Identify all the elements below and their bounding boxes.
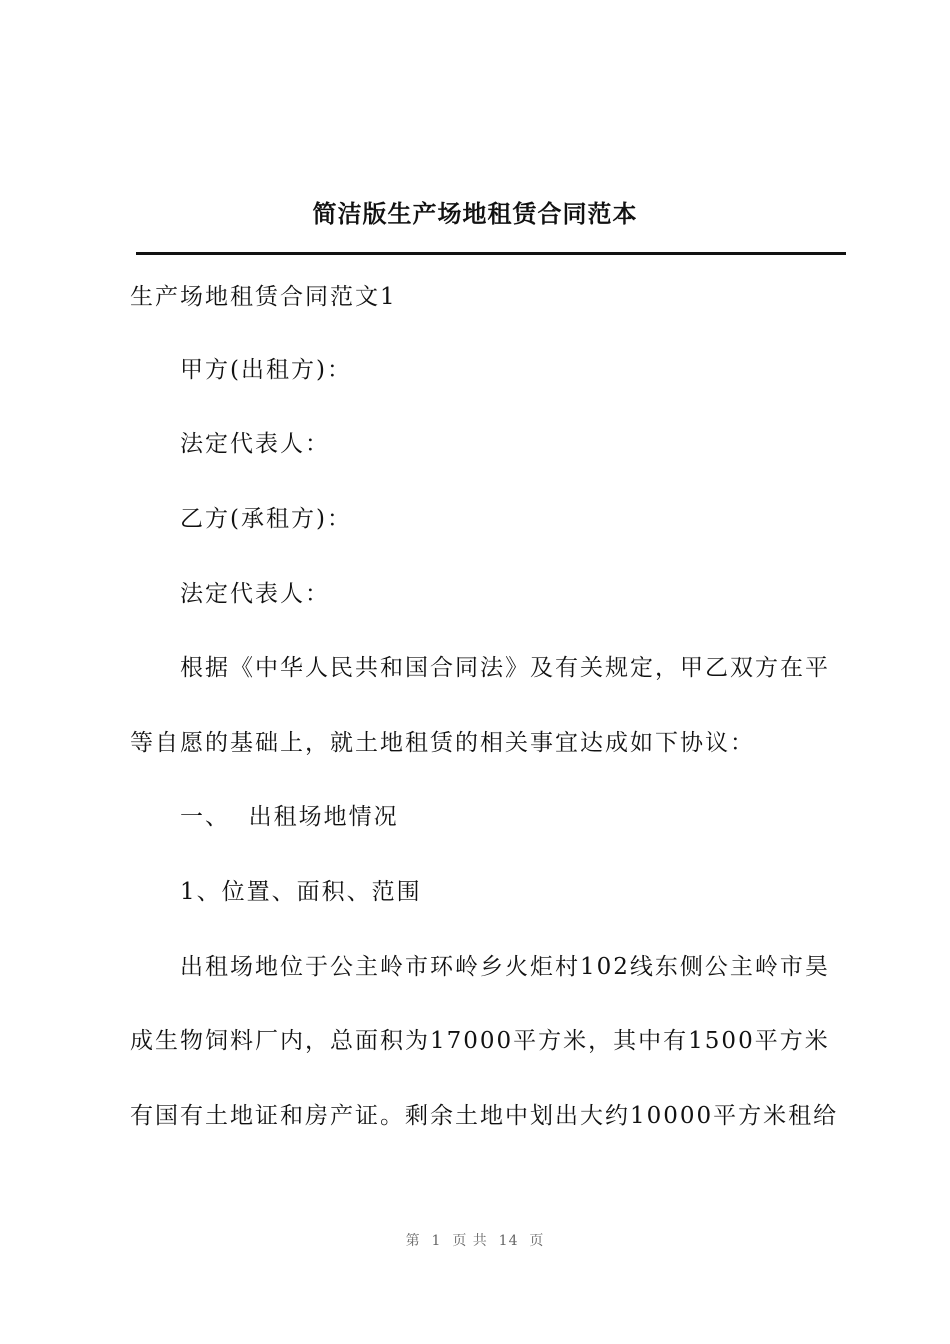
clause-heading: 一、 出租场地情况	[180, 804, 399, 830]
paragraph-line: 出租场地位于公主岭市环岭乡火炬村102线东侧公主岭市昊	[180, 954, 830, 980]
paragraph-line: 有国有土地证和房产证。剩余土地中划出大约10000平方米租给	[130, 1103, 839, 1129]
party-a-label: 甲方(出租方)：	[180, 357, 352, 383]
party-b-label: 乙方(承租方)：	[180, 506, 352, 532]
party-b-representative: 法定代表人：	[180, 581, 330, 607]
paragraph-line: 根据《中华人民共和国合同法》及有关规定，甲乙双方在平	[180, 655, 830, 681]
paragraph-line: 等自愿的基础上，就土地租赁的相关事宜达成如下协议：	[130, 730, 755, 756]
document-title: 简洁版生产场地租赁合同范本	[312, 199, 638, 228]
page-number-footer: 第 1 页 共 14 页	[405, 1233, 545, 1249]
paragraph-line: 成生物饲料厂内，总面积为17000平方米，其中有1500平方米	[130, 1028, 830, 1054]
clause-subheading: 1、位置、面积、范围	[180, 879, 422, 905]
section-heading: 生产场地租赁合同范文1	[130, 284, 397, 310]
title-underline	[136, 252, 846, 255]
party-a-representative: 法定代表人：	[180, 431, 330, 457]
